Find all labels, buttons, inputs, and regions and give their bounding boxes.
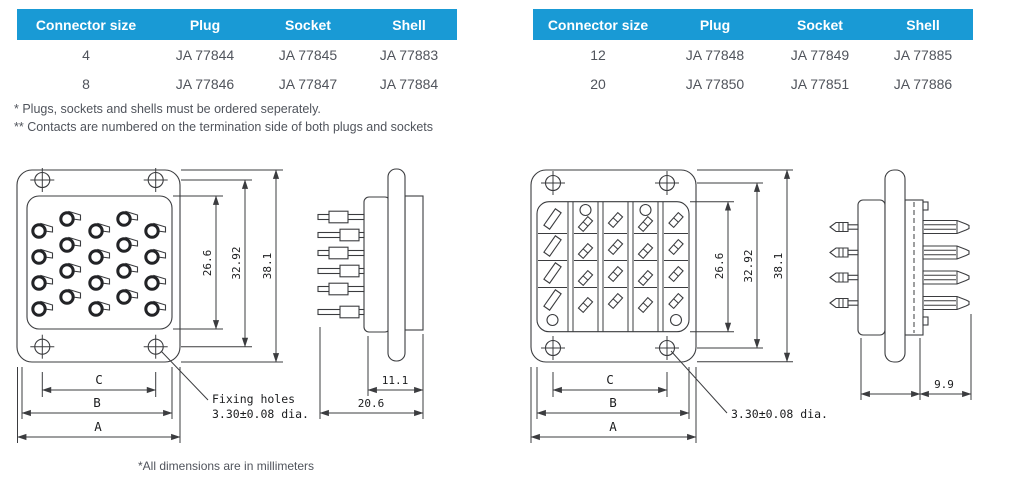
left-connector-face-view	[17, 168, 309, 443]
guide-hole-icon	[671, 315, 682, 326]
rear-pin-shaft	[848, 275, 858, 279]
ring-contact-icon	[146, 277, 158, 289]
ring-contacts	[33, 212, 166, 316]
front-pin	[923, 271, 969, 284]
column-header-socket: Socket	[797, 16, 843, 33]
blade-contact-icon	[638, 244, 652, 259]
dim-label-a: A	[609, 419, 617, 434]
blade	[544, 236, 561, 256]
dim-label-c: C	[606, 372, 614, 387]
part-number-cell: JA 77851	[790, 75, 850, 92]
ring-contact-icon	[90, 225, 102, 237]
column-header-connector-size: Connector size	[35, 16, 137, 33]
footnote-order-separately: * Plugs, sockets and shells must be ordered seperately.	[14, 102, 321, 116]
blade	[544, 209, 561, 229]
ring-contact-icon	[61, 213, 73, 225]
blade-contact-icon	[578, 271, 592, 286]
blade	[544, 263, 561, 283]
blade-contact-icon	[544, 290, 561, 310]
left-connector-side-view	[318, 169, 423, 419]
blade-contact-icon	[544, 209, 561, 229]
table-header-row	[17, 9, 457, 40]
table-row	[533, 40, 973, 69]
blade-contact-icon	[669, 294, 683, 309]
dim-label-b: B	[93, 395, 101, 410]
blade-contact-icon	[578, 244, 592, 259]
dim-label-9-9: 9.9	[934, 378, 954, 391]
table-row	[17, 40, 457, 69]
pin-step	[340, 229, 359, 241]
ring-contact-icon	[61, 239, 73, 251]
part-number-cell: JA 77885	[893, 46, 953, 63]
connector-body-front	[364, 197, 390, 332]
blade-contact-icon	[669, 213, 683, 228]
parts-table-small-sizes	[17, 9, 457, 98]
column-header-shell: Shell	[392, 16, 426, 33]
part-number-cell: JA 77845	[278, 46, 338, 63]
connector-size-cell: 8	[82, 75, 90, 92]
ring-contact-icon	[33, 277, 45, 289]
callout-hole-diameter: 3.30±0.08 dia.	[731, 407, 828, 421]
part-number-cell: JA 77848	[685, 46, 745, 63]
body-tab	[923, 317, 928, 325]
blade	[544, 290, 561, 310]
ring-contact-icon	[118, 213, 130, 225]
connector-size-cell: 20	[590, 75, 606, 92]
table-row	[533, 69, 973, 98]
dim-label-32-92: 32.92	[742, 249, 755, 283]
part-number-cell: JA 77844	[175, 46, 235, 63]
ordering-footnotes	[14, 101, 433, 136]
dim-label-26-6: 26.6	[201, 249, 214, 277]
callout-fixing-holes: Fixing holes	[212, 392, 296, 406]
ring-contact-icon	[90, 277, 102, 289]
column-header-plug: Plug	[699, 16, 731, 33]
rear-pin-shaft	[848, 225, 858, 229]
dim-label-11-1: 11.1	[381, 374, 409, 387]
blade-contact-icon	[638, 298, 652, 313]
ring-contact-icon	[61, 265, 73, 277]
guide-hole-icon	[640, 205, 651, 216]
footnote-contact-numbering: ** Contacts are numbered on the termination side of both plugs and sockets	[14, 119, 434, 134]
guide-hole-icon	[580, 205, 591, 216]
connector-flange-outline	[17, 170, 180, 362]
pin-step	[340, 306, 359, 318]
blade-contact-icon	[544, 263, 561, 283]
mounting-flange	[885, 170, 905, 362]
part-number-cell: JA 77847	[278, 75, 338, 92]
front-pin	[923, 297, 969, 310]
pin-step	[329, 211, 348, 223]
column-header-socket: Socket	[285, 16, 331, 33]
ring-contact-icon	[118, 291, 130, 303]
column-header-shell: Shell	[906, 16, 940, 33]
dim-label-b: B	[609, 395, 617, 410]
part-number-cell: JA 77884	[379, 75, 439, 92]
dim-label-32-92: 32.92	[230, 246, 243, 280]
pin-step	[340, 265, 359, 277]
connector-size-cell: 12	[590, 46, 606, 63]
blade-contact-icon	[608, 267, 622, 282]
callout-hole-diameter: 3.30±0.08 dia.	[212, 407, 309, 421]
blade-contact-icon	[544, 236, 561, 256]
pin-step	[329, 247, 348, 259]
column-header-connector-size: Connector size	[547, 16, 649, 33]
ring-contact-icon	[90, 251, 102, 263]
blade-contact-icon	[669, 240, 683, 255]
connector-size-cell: 4	[82, 46, 90, 63]
blade-contact-icon	[638, 217, 652, 232]
guide-hole-icon	[547, 315, 558, 326]
dim-label-a: A	[94, 419, 102, 434]
dim-label-20-6: 20.6	[357, 397, 385, 410]
part-number-cell: JA 77886	[893, 75, 953, 92]
blade-contact-icon	[578, 217, 592, 232]
units-note: *All dimensions are in millimeters	[138, 459, 315, 473]
ring-contact-icon	[146, 251, 158, 263]
ring-contact-icon	[33, 303, 45, 315]
ring-contact-icon	[90, 303, 102, 315]
blade-contact-icon	[608, 240, 622, 255]
pin-step	[329, 283, 348, 295]
rear-pin-shaft	[848, 250, 858, 254]
connector-body-rear	[405, 196, 423, 330]
right-connector-face-view	[531, 170, 828, 443]
parts-table-large-sizes	[533, 9, 973, 98]
part-number-cell: JA 77850	[685, 75, 745, 92]
dim-label-38-1: 38.1	[772, 252, 785, 280]
ring-contact-icon	[61, 291, 73, 303]
table-row	[17, 69, 457, 98]
ring-contact-icon	[118, 239, 130, 251]
right-connector-side-view	[830, 170, 971, 400]
part-number-cell: JA 77846	[175, 75, 235, 92]
ring-contact-icon	[118, 265, 130, 277]
connector-body-front	[858, 200, 885, 335]
ring-contact-icon	[146, 303, 158, 315]
front-pin	[923, 221, 969, 234]
part-number-cell: JA 77849	[790, 46, 850, 63]
termination-pins	[318, 211, 364, 318]
dim-label-38-1: 38.1	[261, 252, 274, 280]
ring-contact-icon	[33, 251, 45, 263]
blade-contact-icon	[608, 213, 622, 228]
blade-contact-icon	[578, 298, 592, 313]
column-header-plug: Plug	[189, 16, 221, 33]
blade-contact-icon	[638, 271, 652, 286]
ring-contact-icon	[146, 225, 158, 237]
table-header-row	[533, 9, 973, 40]
dim-label-26-6: 26.6	[713, 252, 726, 280]
part-number-cell: JA 77883	[379, 46, 439, 63]
mounting-flange	[388, 169, 405, 361]
dim-label-c: C	[95, 372, 103, 387]
technical-drawings	[0, 155, 1015, 460]
blade-contacts	[544, 205, 683, 326]
blade-contact-icon	[608, 294, 622, 309]
leader-line	[671, 351, 727, 413]
blade-contact-icon	[669, 267, 683, 282]
rear-pin-shaft	[848, 301, 858, 305]
front-pin	[923, 246, 969, 259]
ring-contact-icon	[33, 225, 45, 237]
body-tab	[923, 202, 928, 210]
leader-line	[161, 351, 208, 400]
